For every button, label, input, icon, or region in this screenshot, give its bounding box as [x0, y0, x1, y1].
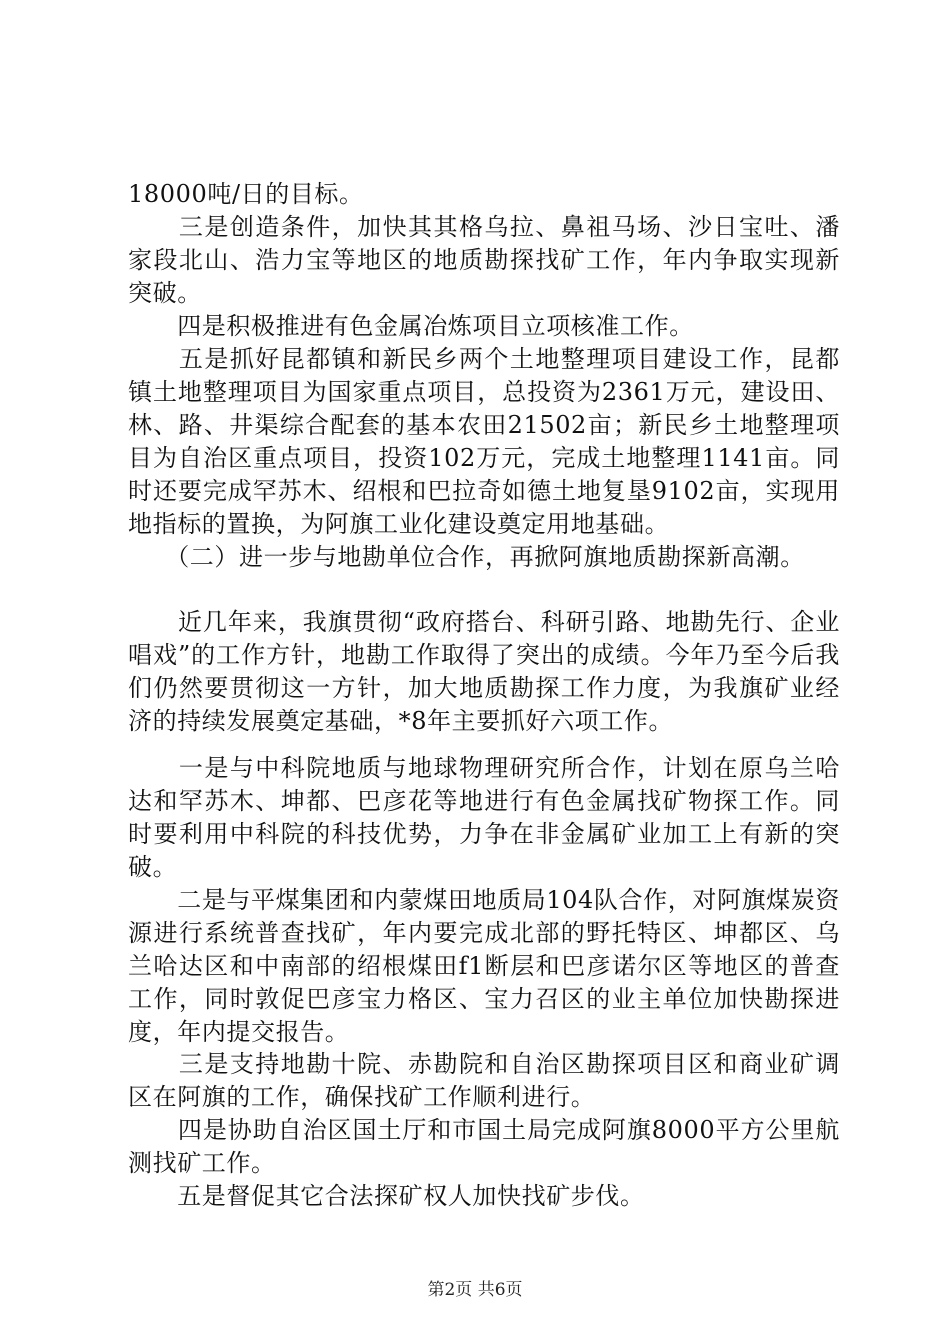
page-number-footer: 第2页 共6页	[427, 1280, 523, 1300]
paragraph-task-two: 二是与平煤集团和内蒙煤田地质局104队合作，对阿旗煤炭资源进行系统普查找矿，年内要完成北部的野托特区、坤都区、乌兰哈达区和中南部的绍根煤田f1断层和巴彦诺尔区等地区的普查工作，同时敦促巴彦宝力格区、宝力召区的业主单位加快勘探进度，年内提交报告。	[128, 886, 840, 1046]
paragraph-task-three: 三是支持地勘十院、赤勘院和自治区勘探项目区和商业矿调区在阿旗的工作，确保找矿工作顺利进行。	[128, 1050, 840, 1111]
paragraph-item-four: 四是积极推进有色金属冶炼项目立项核准工作。	[128, 312, 694, 340]
paragraph-continuation: 18000吨/日的目标。	[128, 180, 364, 208]
paragraph-task-four: 四是协助自治区国土厅和市国土局完成阿旗8000平方公里航测找矿工作。	[128, 1116, 840, 1177]
paragraph-task-five: 五是督促其它合法探矿权人加快找矿步伐。	[128, 1182, 645, 1210]
paragraph-item-five: 五是抓好昆都镇和新民乡两个土地整理项目建设工作，昆都镇土地整理项目为国家重点项目，总投资为2361万元，建设田、林、路、井渠综合配套的基本农田21502亩；新民乡土地整理项目为自治区重点项目，投资102万元，完成土地整理1141亩。同时还要完成罕苏木、绍根和巴拉奇如德土地复垦9102亩，实现用地指标的置换，为阿旗工业化建设奠定用地基础。	[128, 345, 840, 538]
paragraph-item-three: 三是创造条件，加快其其格乌拉、鼻祖马场、沙日宝吐、潘家段北山、浩力宝等地区的地质勘探找矿工作，年内争取实现新突破。	[128, 213, 840, 307]
section-heading-two: （二）进一步与地勘单位合作，再掀阿旗地质勘探新高潮。	[128, 543, 805, 571]
paragraph-intro: 近几年来，我旗贯彻“政府搭台、科研引路、地勘先行、企业唱戏”的工作方针，地勘工作取得了突出的成绩。今年乃至今后我们仍然要贯彻这一方针，加大地质勘探工作力度，为我旗矿业经济的持续发展奠定基础，*8年主要抓好六项工作。	[128, 608, 840, 735]
paragraph-task-one: 一是与中科院地质与地球物理研究所合作，计划在原乌兰哈达和罕苏木、坤都、巴彦花等地进行有色金属找矿物探工作。同时要利用中科院的科技优势，力争在非金属矿业加工上有新的突破。	[128, 754, 840, 881]
